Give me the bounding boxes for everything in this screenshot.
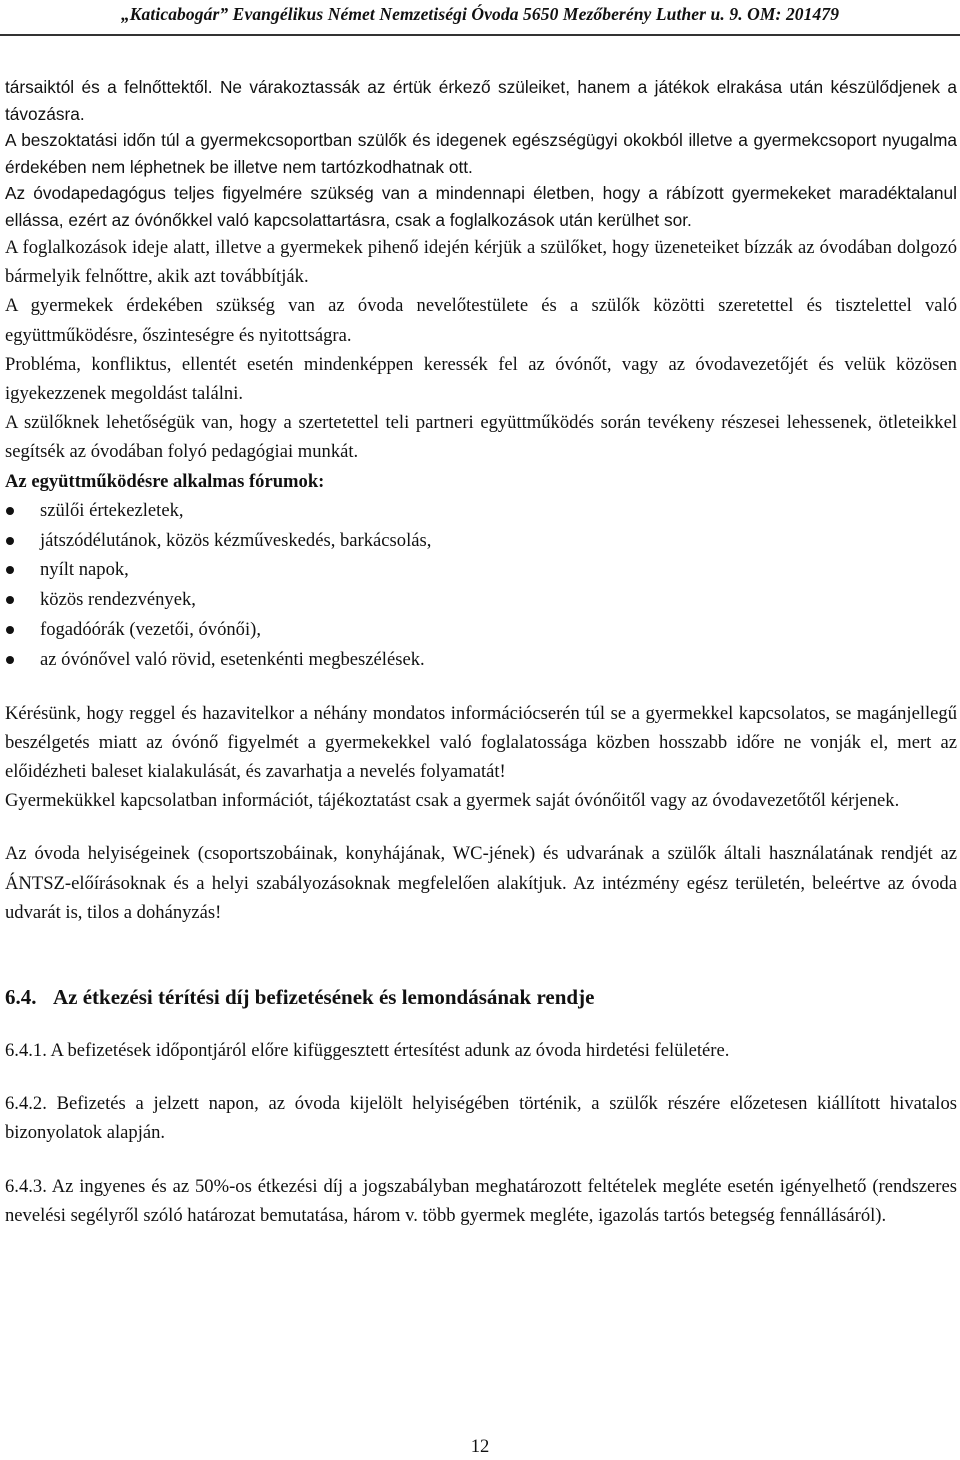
paragraph: A beszoktatási időn túl a gyermekcsoportban szülők és idegenek egészségügyi okokból illetve a gyermekcsoport nyugalma érdekében nem léphetnek be illetve nem tartózkodhatnak ott. — [5, 130, 957, 177]
list-item: nyílt napok, — [5, 555, 957, 585]
section-title: Az étkezési térítési díj befizetésének és lemondásának rendje — [53, 985, 595, 1010]
subsection-paragraph: 6.4.1. A befizetések időpontjáról előre kifüggesztett értesítést adunk az óvoda hirdetési felületére. — [5, 1040, 730, 1062]
paragraph: Probléma, konfliktus, ellentét esetén mindenképpen keressék fel az óvónőt, vagy az óvodavezetőjét és velük közösen igyekezzenek megoldást találni. — [5, 353, 957, 405]
list-item: szülői értekezletek, — [5, 496, 957, 526]
paragraph: A gyermekek érdekében szükség van az óvoda nevelőtestülete és a szülők közötti szeretettel és tisztelettel való együttműködésre, őszinteségre és nyitottságra. — [5, 295, 957, 346]
paragraph: A foglalkozások ideje alatt, illetve a gyermekek pihenő idején kérjük a szülőket, hogy üzeneteiket bízzák az óvodában dolgozó bármelyik felnőttre, akik azt továbbítják. — [5, 237, 957, 288]
list-item: közös rendezvények, — [5, 585, 957, 615]
paragraph: társaiktól és a felnőttektől. Ne várakoztassák az értük érkező szüleiket, hanem a játékok elrakása után készülődjenek a távozásra. — [5, 77, 957, 124]
page-header: „Katicabogár” Evangélikus Német Nemzetiségi Óvoda 5650 Mezőberény Luther u. 9. OM: 201479 — [120, 4, 840, 24]
subsection-paragraph: 6.4.3. Az ingyenes és az 50%-os étkezési díj a jogszabályban meghatározott feltételek megléte esetén igényelhető (rendszeres nevelési segélyről szóló határozat bemutatása, három v. több gyermek megléte, igazolás tartós betegség fennállásáról). — [5, 1175, 957, 1226]
bullet-icon — [6, 537, 14, 545]
page-number: 12 — [470, 1436, 490, 1457]
bullet-icon — [6, 507, 14, 515]
paragraph: Az óvodapedagógus teljes figyelmére szükség van a mindennapi életben, hogy a rábízott gyermekeket maradéktalanul ellássa, ezért az óvónőkkel való kapcsolattartásra, csak a foglalkozások után kerülhet sor. — [5, 183, 957, 230]
bullet-icon — [6, 566, 14, 574]
forums-list — [5, 496, 957, 675]
section-heading — [5, 982, 957, 1012]
list-item: fogadóórák (vezetői, óvónői), — [5, 615, 957, 645]
list-item: játszódélutánok, közös kézműveskedés, barkácsolás, — [5, 526, 957, 556]
forums-heading: Az együttműködésre alkalmas fórumok: — [5, 470, 325, 492]
header-divider — [0, 34, 960, 36]
paragraph: Gyermekükkel kapcsolatban információt, tájékoztatást csak a gyermek saját óvónőitől vagy az óvodavezetőtől kérjenek. — [5, 790, 900, 812]
bullet-icon — [6, 626, 14, 634]
subsection-paragraph: 6.4.2. Befizetés a jelzett napon, az óvoda kijelölt helyiségében történik, a szülők részére előzetesen kiállított hivatalos bizonyolatok alapján. — [5, 1093, 957, 1144]
bullet-icon — [6, 656, 14, 664]
list-item: az óvónővel való rövid, esetenkénti megbeszélések. — [5, 645, 957, 675]
paragraph: A szülőknek lehetőségük van, hogy a szertetettel teli partneri együttműködés során tevékeny részesei lehessenek, ötleteikkel segítsék az óvodában folyó pedagógiai munkát. — [5, 412, 957, 463]
paragraph: Kérésünk, hogy reggel és hazavitelkor a néhány mondatos információcserén túl se a gyermekkel kapcsolatos, se magánjellegű beszélgetés miatt az óvónő figyelmét a gyermekekkel való foglalatossága közben hosszabb időre ne vonják el, mert az előidézheti baleset kialakulását, és zavarhatja a nevelés folyamatát! — [5, 702, 957, 783]
bullet-icon — [6, 596, 14, 604]
paragraph: Az óvoda helyiségeinek (csoportszobáinak, konyhájának, WC-jének) és udvarának a szülők általi használatának rendjét az ÁNTSZ-előírásoknak és a helyi szabályozásoknak megfelelően alakítjuk. Az intézmény egész területén, beleértve az óvoda udvarát is, tilos a dohányzás! — [5, 843, 957, 923]
section-number: 6.4. — [5, 985, 37, 1010]
document-body — [5, 74, 957, 1230]
